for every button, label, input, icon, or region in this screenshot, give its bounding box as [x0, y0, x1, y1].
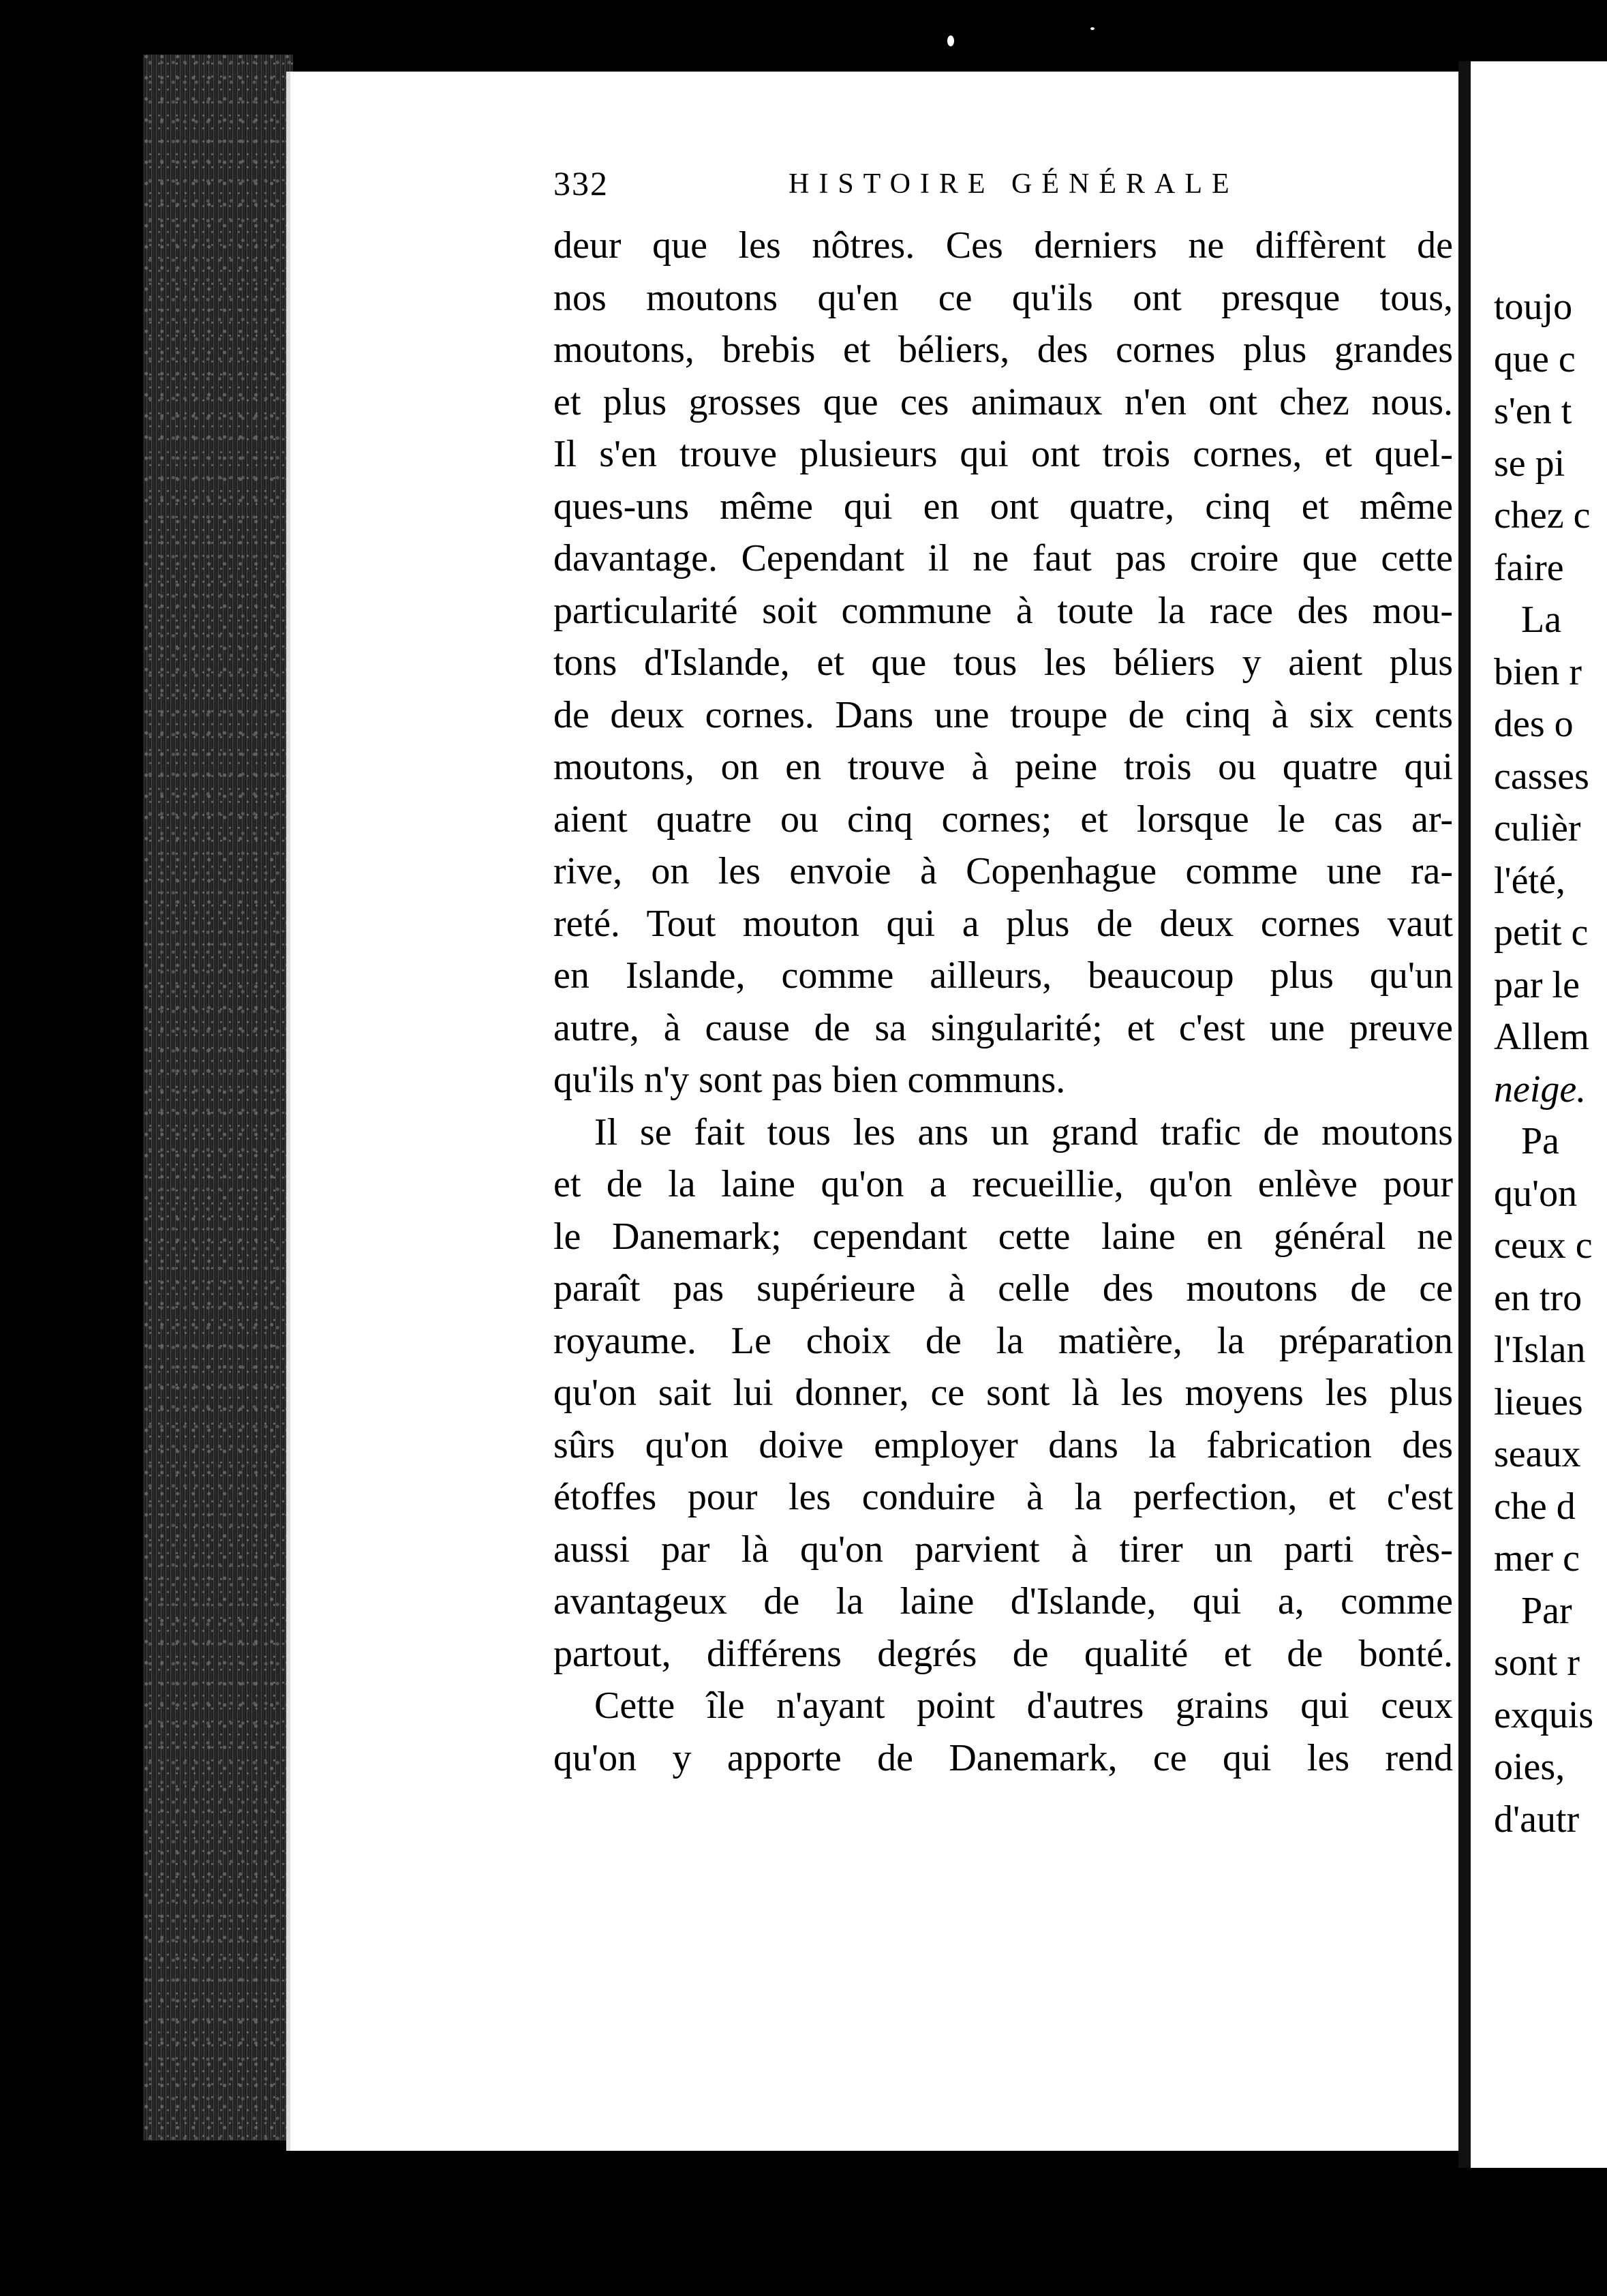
running-title: HISTOIRE GÉNÉRALE — [789, 168, 1239, 200]
facing-page — [1458, 61, 1607, 2168]
facing-line: petit c — [1494, 911, 1589, 954]
text-line: paraît pas supérieure à celle des moutons de ce — [553, 1267, 1453, 1310]
paragraph-start-line: Cette île n'ayant point d'autres grains qui ceux — [594, 1685, 1453, 1727]
facing-line: lieues — [1494, 1380, 1583, 1423]
facing-line: que c — [1494, 337, 1576, 380]
text-line: en Islande, comme ailleurs, beaucoup plus qu'un — [553, 954, 1453, 997]
text-line: qu'on sait lui donner, ce sont là les moyens les plus — [553, 1372, 1453, 1414]
facing-line: La — [1521, 599, 1562, 641]
text-line: tons d'Islande, et que tous les béliers y aient plus — [553, 641, 1453, 684]
facing-line: che d — [1494, 1485, 1576, 1528]
text-line: deur que les nôtres. Ces derniers ne diffèrent de — [553, 224, 1453, 267]
facing-line: toujo — [1494, 286, 1573, 328]
page-content — [286, 0, 1458, 2296]
facing-line: bien r — [1494, 650, 1582, 693]
text-line: partout, différens degrés de qualité et de bonté. — [553, 1632, 1453, 1675]
facing-line: en tro — [1494, 1276, 1582, 1319]
facing-line: par le — [1494, 963, 1580, 1006]
text-line: autre, à cause de sa singularité; et c'est une preuve — [553, 1006, 1453, 1049]
text-line: aient quatre ou cinq cornes; et lorsque le cas ar- — [553, 798, 1453, 841]
facing-line: s'en t — [1494, 390, 1572, 432]
facing-line: exquis — [1494, 1693, 1594, 1736]
facing-line: l'été, — [1494, 859, 1565, 902]
facing-line: Allem — [1494, 1016, 1589, 1058]
body-text — [553, 220, 1453, 1784]
text-line: royaume. Le choix de la matière, la préparation — [553, 1319, 1453, 1362]
facing-line: d'autr — [1494, 1798, 1580, 1841]
facing-page-text — [1494, 281, 1593, 1845]
facing-line: oies, — [1494, 1746, 1565, 1788]
page-number: 332 — [553, 164, 609, 202]
facing-line: ceux c — [1494, 1224, 1593, 1267]
text-line: particularité soit commune à toute la race des mou- — [553, 589, 1453, 632]
text-line: rive, on les envoie à Copenhague comme une ra- — [553, 850, 1453, 892]
scan-speck — [947, 35, 954, 46]
text-line: ques-uns même qui en ont quatre, cinq et même — [553, 485, 1453, 528]
facing-line: casses — [1494, 755, 1589, 798]
paragraph-start-line: Il se fait tous les ans un grand trafic de moutons — [594, 1111, 1453, 1153]
text-line: moutons, brebis et béliers, des cornes plus grandes — [553, 329, 1453, 371]
facing-line: qu'on — [1494, 1172, 1578, 1215]
facing-line: mer c — [1494, 1537, 1580, 1580]
text-line: de deux cornes. Dans une troupe de cinq à six cents — [553, 693, 1453, 736]
text-line: qu'ils n'y sont pas bien communs. — [553, 1059, 1066, 1101]
text-line: avantageux de la laine d'Islande, qui a, comme — [553, 1580, 1453, 1622]
text-line: aussi par là qu'on parvient à tirer un parti très- — [553, 1528, 1453, 1571]
facing-line: des o — [1494, 703, 1574, 745]
facing-line: sont r — [1494, 1642, 1580, 1684]
running-head — [553, 164, 1453, 225]
text-line: reté. Tout mouton qui a plus de deux cornes vaut — [553, 902, 1453, 945]
facing-line: faire — [1494, 546, 1564, 589]
text-line: et plus grosses que ces animaux n'en ont chez nous. — [553, 380, 1453, 423]
facing-line: se pi — [1494, 442, 1565, 485]
facing-line: l'Islan — [1494, 1329, 1586, 1371]
text-line: le Danemark; cependant cette laine en général ne — [553, 1215, 1453, 1258]
facing-line: culièr — [1494, 807, 1581, 849]
facing-line: chez c — [1494, 494, 1591, 537]
text-line: moutons, on en trouve à peine trois ou quatre qui — [553, 746, 1453, 788]
scan-speck — [1090, 27, 1095, 30]
text-line: sûrs qu'on doive employer dans la fabrication des — [553, 1423, 1453, 1466]
facing-line: neige. — [1494, 1068, 1587, 1111]
facing-line: seaux — [1494, 1433, 1581, 1475]
facing-line: Pa — [1521, 1120, 1559, 1162]
text-line: Il s'en trouve plusieurs qui ont trois cornes, et quel- — [553, 433, 1453, 475]
text-line: qu'on y apporte de Danemark, ce qui les rend — [553, 1736, 1453, 1779]
text-line: nos moutons qu'en ce qu'ils ont presque tous, — [553, 276, 1453, 319]
text-line: et de la laine qu'on a recueillie, qu'on enlève pour — [553, 1163, 1453, 1205]
text-line: étoffes pour les conduire à la perfection, et c'est — [553, 1476, 1453, 1518]
page-edge-stack — [143, 55, 293, 2141]
text-line: davantage. Cependant il ne faut pas croire que cette — [553, 537, 1453, 579]
facing-line: Par — [1521, 1589, 1572, 1632]
